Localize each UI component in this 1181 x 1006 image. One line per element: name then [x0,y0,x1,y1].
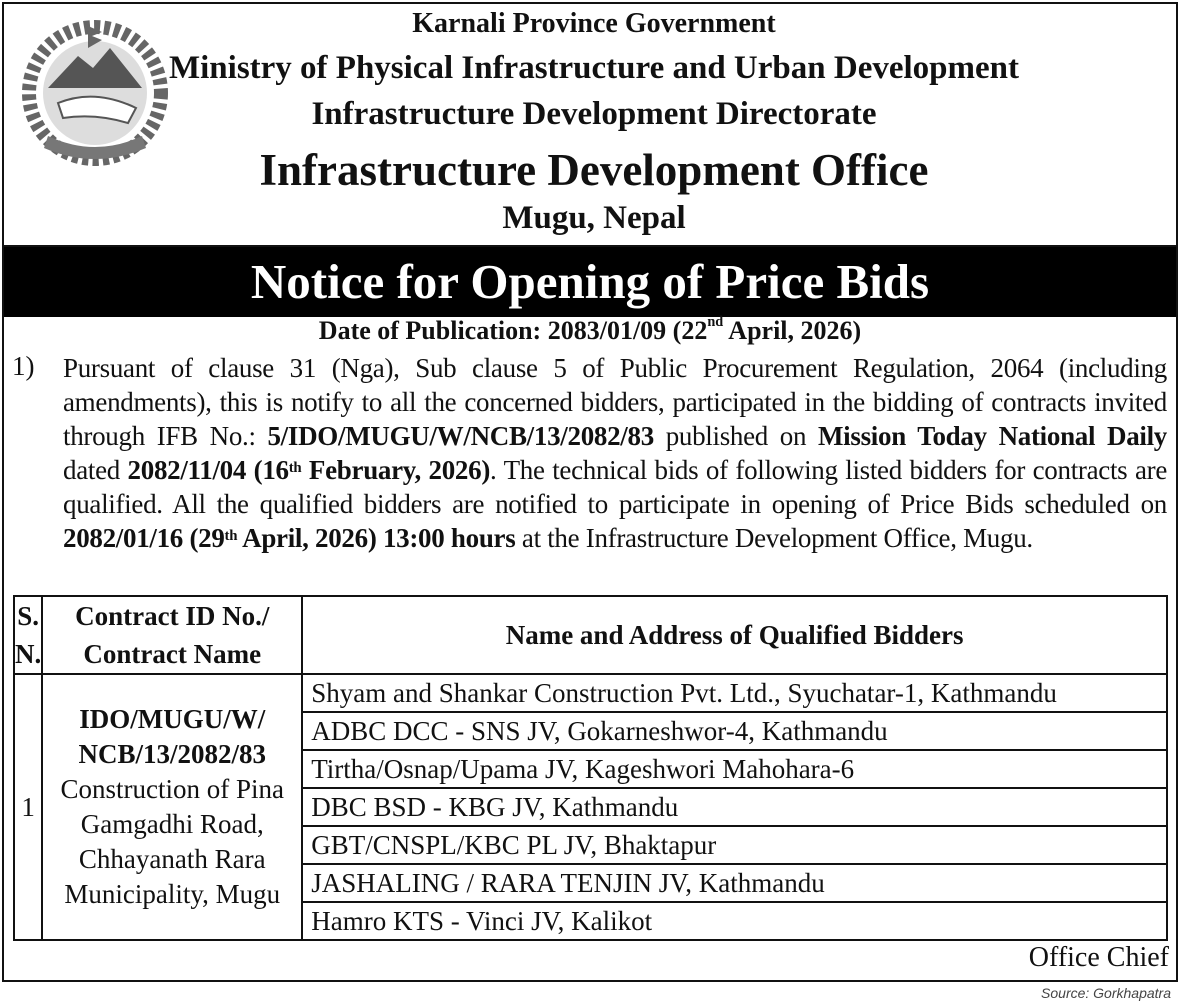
paragraph-number: 1) [12,351,35,381]
contract-id: IDO/MUGU/W/ NCB/13/2082/83 [78,704,266,769]
office-location: Mugu, Nepal [502,200,686,236]
ifb-date-sup: th [288,460,302,476]
office-name: Infrastructure Development Office [259,145,929,195]
opening-date-rest: April, 2026) 13:00 hours [237,523,516,553]
bidder: ADBC DCC - SNS JV, Gokarneshwor-4, Kathmandu [302,712,1167,750]
text: published on [653,421,818,451]
bidder: GBT/CNSPL/KBC PL JV, Bhaktapur [302,826,1167,864]
header-contract: Contract ID No./ Contract Name [42,596,302,674]
opening-date-sup: th [224,528,238,544]
opening-date: 2082/01/16 (29 [63,523,225,553]
source-credit: Source: Gorkhapatra [1041,985,1171,1001]
province-name: Karnali Province Government [412,8,776,39]
row-sn: 1 [14,674,42,940]
table-row [14,674,1167,712]
table-header-row [14,596,1167,674]
bidder: JASHALING / RARA TENJIN JV, Kathmandu [302,864,1167,902]
directorate-name: Infrastructure Development Directorate [311,96,877,132]
contract-name: Construction of Pina Gamgadhi Road, Chhayanath Rara Municipality, Mugu [60,774,284,909]
notice-paragraph [63,351,1167,555]
ministry-name: Ministry of Physical Infrastructure and Urban Development [168,50,1019,86]
text: dated [63,455,128,485]
signature-office-chief: Office Chief [1028,942,1169,973]
qualified-bidders-table [13,595,1168,941]
ifb-date: 2082/11/04 (16 [127,455,289,485]
bidder: Shyam and Shankar Construction Pvt. Ltd., Syuchatar-1, Kathmandu [302,674,1167,712]
publication-date [0,316,1180,346]
publication-date-text: Date of Publication: 2083/01/09 (22 [318,316,708,345]
text: Pursuant of clause 31 (Nga), Sub clause 5 of Public Procurement Regulation, 2064 (including amendments), this is notify to all the concerned bidders, participated in the bidding of contracts invited through IFB No.: [63,353,1167,451]
bidder: Tirtha/Osnap/Upama JV, Kageshwori Mahohara-6 [302,750,1167,788]
notice-title: Notice for Opening of Price Bids [4,247,1176,317]
bidder: Hamro KTS - Vinci JV, Kalikot [302,902,1167,940]
publication-date-sup: nd [707,314,724,330]
publication-date-rest: April, 2026) [723,316,862,345]
notice-header [4,4,1176,247]
bidder: DBC BSD - KBG JV, Kathmandu [302,788,1167,826]
ifb-number: 5/IDO/MUGU/W/NCB/13/2082/83 [267,421,654,451]
header-sn: S. N. [14,596,42,674]
newspaper-name: Mission Today National Daily [818,421,1167,451]
header-bidders: Name and Address of Qualified Bidders [302,596,1167,674]
ifb-date-rest: February, 2026) [301,455,491,485]
contract-cell [42,674,302,940]
text: at the Infrastructure Development Office, Mugu. [515,523,1033,553]
text: . The technical bids of following listed bidders for contracts are qualified. All the qualified bidders are notified to participate in opening of Price Bids scheduled on [63,455,1168,519]
